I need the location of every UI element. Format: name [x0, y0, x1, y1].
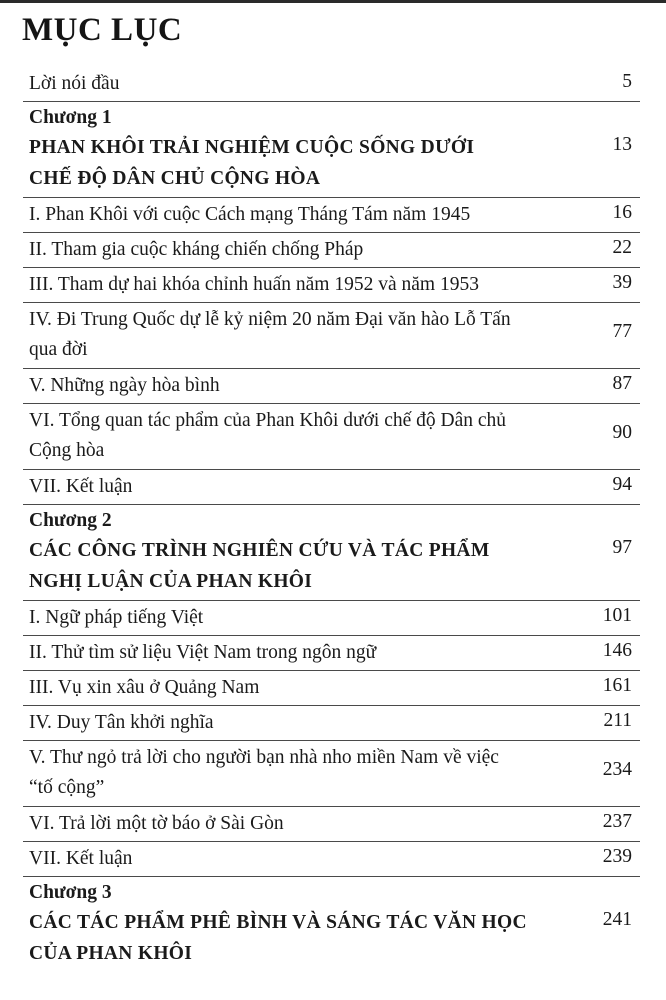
- toc-chapter[interactable]: [23, 505, 640, 601]
- toc-page-number: 39: [612, 272, 632, 293]
- toc-entry[interactable]: [23, 303, 640, 369]
- toc-entry-title: VI. Trả lời một tờ báo ở Sài Gòn: [29, 813, 284, 834]
- table-of-contents: [23, 67, 640, 973]
- toc-page-number: 161: [602, 675, 632, 696]
- toc-page-number: 97: [612, 537, 632, 558]
- toc-page-number: 5: [622, 71, 632, 92]
- chapter-label: Chương 2: [29, 510, 112, 531]
- toc-page-number: 77: [612, 321, 632, 342]
- toc-page-number: 234: [602, 759, 632, 780]
- toc-entry-title: II. Thử tìm sử liệu Việt Nam trong ngôn ngữ: [29, 642, 377, 663]
- toc-entry[interactable]: [23, 741, 640, 807]
- toc-entry-title: I. Phan Khôi với cuộc Cách mạng Tháng Tám năm 1945: [29, 204, 471, 225]
- toc-entry-title: VII. Kết luận: [29, 476, 133, 497]
- toc-entry[interactable]: [23, 268, 640, 303]
- chapter-title-line: CỦA PHAN KHÔI: [29, 943, 193, 964]
- toc-entry[interactable]: [23, 470, 640, 505]
- toc-entry-line: V. Thư ngỏ trả lời cho người bạn nhà nho miền Nam về việc: [29, 747, 499, 768]
- chapter-title-line: CÁC TÁC PHẨM PHÊ BÌNH VÀ SÁNG TÁC VĂN HỌC: [29, 912, 527, 933]
- toc-entry-line: “tố cộng”: [29, 777, 105, 798]
- toc-page-number: 90: [612, 422, 632, 443]
- toc-page-number: 13: [612, 134, 632, 155]
- toc-page-number: 94: [612, 474, 632, 495]
- toc-entry-title: Lời nói đầu: [29, 73, 120, 94]
- toc-page-number: 22: [612, 237, 632, 258]
- toc-entry[interactable]: [23, 198, 640, 233]
- toc-entry-title: I. Ngữ pháp tiếng Việt: [29, 607, 204, 628]
- chapter-label: Chương 3: [29, 882, 112, 903]
- toc-page-number: 239: [602, 846, 632, 867]
- toc-page-number: 241: [602, 909, 632, 930]
- toc-entry-line: VI. Tổng quan tác phẩm của Phan Khôi dưới chế độ Dân chủ: [29, 410, 507, 431]
- toc-entry-line: IV. Đi Trung Quốc dự lễ kỷ niệm 20 năm Đại văn hào Lỗ Tấn: [29, 309, 511, 330]
- toc-chapter[interactable]: [23, 877, 640, 973]
- chapter-label: Chương 1: [29, 107, 112, 128]
- toc-entry[interactable]: [23, 601, 640, 636]
- page-title: MỤC LỤC: [22, 12, 183, 48]
- toc-entry-title: III. Tham dự hai khóa chỉnh huấn năm 1952 và năm 1953: [29, 274, 479, 295]
- toc-page-number: 87: [612, 373, 632, 394]
- top-border: [0, 0, 666, 3]
- toc-entry[interactable]: [23, 636, 640, 671]
- toc-page-number: 146: [602, 640, 632, 661]
- toc-page-number: 211: [603, 710, 632, 731]
- toc-entry-title: IV. Duy Tân khởi nghĩa: [29, 712, 214, 733]
- toc-chapter[interactable]: [23, 102, 640, 198]
- toc-page-number: 237: [602, 811, 632, 832]
- toc-entry-line: Cộng hòa: [29, 440, 105, 461]
- toc-entry-title: III. Vụ xin xâu ở Quảng Nam: [29, 677, 260, 698]
- chapter-title-line: PHAN KHÔI TRẢI NGHIỆM CUỘC SỐNG DƯỚI: [29, 137, 475, 158]
- chapter-title-line: CÁC CÔNG TRÌNH NGHIÊN CỨU VÀ TÁC PHẨM: [29, 540, 490, 561]
- toc-page-number: 16: [612, 202, 632, 223]
- toc-entry[interactable]: [23, 404, 640, 470]
- toc-entry-title: [29, 404, 550, 466]
- chapter-title-line: NGHỊ LUẬN CỦA PHAN KHÔI: [29, 571, 313, 592]
- toc-entry[interactable]: [23, 369, 640, 404]
- toc-entry[interactable]: [23, 233, 640, 268]
- toc-entry-title: [29, 303, 550, 365]
- toc-entry-title: II. Tham gia cuộc kháng chiến chống Pháp: [29, 239, 364, 260]
- toc-entry-title: [29, 741, 550, 803]
- toc-page-number: 101: [602, 605, 632, 626]
- toc-entry-title: V. Những ngày hòa bình: [29, 375, 220, 396]
- toc-entry-title: VII. Kết luận: [29, 848, 133, 869]
- toc-entry-line: qua đời: [29, 339, 88, 360]
- toc-entry[interactable]: [23, 807, 640, 842]
- toc-entry[interactable]: [23, 842, 640, 877]
- toc-entry[interactable]: [23, 67, 640, 102]
- toc-entry[interactable]: [23, 706, 640, 741]
- toc-entry[interactable]: [23, 671, 640, 706]
- chapter-title-line: CHẾ ĐỘ DÂN CHỦ CỘNG HÒA: [29, 168, 321, 189]
